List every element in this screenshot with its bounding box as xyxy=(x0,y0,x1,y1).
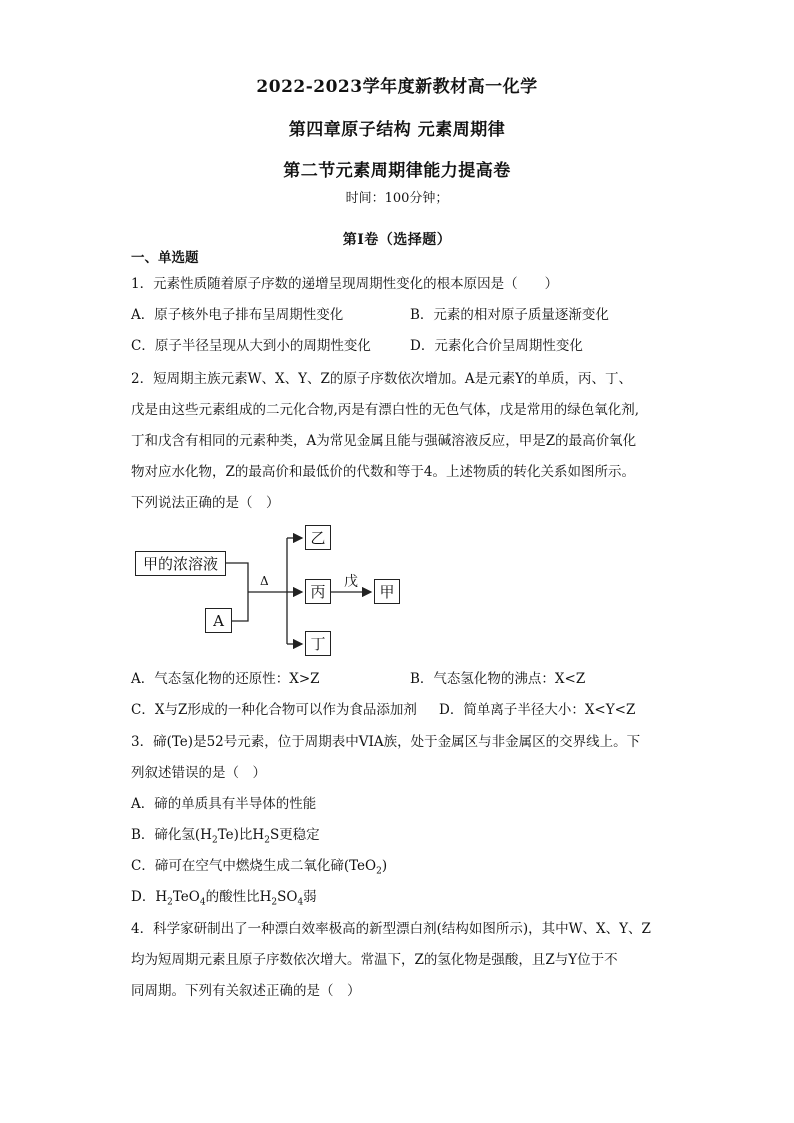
box-jia-concentrated-solution: 甲的浓溶液 xyxy=(135,551,226,576)
q2-option-a: A．气态氢化物的还原性：X>Z xyxy=(131,671,320,687)
q3-stem-line1: 3．碲(Te)是52号元素，位于周期表中VIA族，处于金属区与非金属区的交界线上。下 xyxy=(131,734,641,750)
exam-title: 2022-2023学年度新教材高一化学 xyxy=(256,77,538,97)
q2-option-d: D．简单离子半径大小：X<Y<Z xyxy=(439,702,636,718)
section-title: 第二节元素周期律能力提高卷 xyxy=(283,161,511,181)
q2-stem-line1: 2．短周期主族元素W、X、Y、Z的原子序数依次增加。A是元素Y的单质，丙、丁、 xyxy=(131,371,633,387)
q1-option-d: D．元素化合价呈周期性变化 xyxy=(410,338,583,354)
q4-stem-line2: 均为短周期元素且原子序数依次增大。常温下，Z的氢化物是强酸，且Z与Y位于不 xyxy=(131,952,618,968)
q2-stem-line2: 戊是由这些元素组成的二元化合物,丙是有漂白性的无色气体，戊是常用的绿色氧化剂, xyxy=(131,402,640,418)
q3-option-c: C．碲可在空气中燃烧生成二氧化碲(TeO$_2$) xyxy=(131,858,388,877)
label-wu: 戊 xyxy=(344,574,358,590)
q2-option-c: C．X与Z形成的一种化合物可以作为食品添加剂 xyxy=(131,702,417,718)
q2-stem-line4: 物对应水化物，Z的最高价和最低价的代数和等于4。上述物质的转化关系如图所示。 xyxy=(131,464,635,480)
question-type-heading: 一、单选题 xyxy=(131,250,199,266)
q2-stem-line5: 下列说法正确的是（ ） xyxy=(131,495,280,511)
q3-option-a: A．碲的单质具有半导体的性能 xyxy=(131,796,317,812)
box-jia: 甲 xyxy=(374,579,400,604)
box-a: A xyxy=(205,608,232,633)
q1-stem: 1．元素性质随着原子序数的递增呈现周期性变化的根本原因是（ ） xyxy=(131,276,559,292)
q1-option-a: A．原子核外电子排布呈周期性变化 xyxy=(131,307,344,323)
volume-heading: 第I卷（选择题） xyxy=(342,232,452,248)
chapter-title: 第四章原子结构 元素周期律 xyxy=(288,120,506,140)
q3-option-b: B．碲化氢$(H_2Te)$比$H_2S$更稳定 xyxy=(131,827,320,846)
box-yi: 乙 xyxy=(305,525,331,550)
q2-option-b: B．气态氢化物的沸点：X<Z xyxy=(410,671,586,687)
q2-stem-line3: 丁和戊含有相同的元素种类，A为常见金属且能与强碱溶液反应，甲是Z的最高价氧化 xyxy=(131,433,637,449)
q3-option-d: D．$H_2TeO_4$的酸性比$H_2SO_4$弱 xyxy=(131,889,317,908)
q4-stem-line3: 同周期。下列有关叙述正确的是（ ） xyxy=(131,983,361,999)
time-limit: 时间：100分钟； xyxy=(345,191,449,206)
q4-stem-line1: 4．科学家研制出了一种漂白效率极高的新型漂白剂(结构如图所示)，其中W、X、Y、Z xyxy=(131,921,651,937)
q1-option-b: B．元素的相对原子质量逐渐变化 xyxy=(410,307,609,323)
box-ding: 丁 xyxy=(305,631,331,656)
box-bing: 丙 xyxy=(305,579,331,604)
q3-stem-line2: 列叙述错误的是（ ） xyxy=(131,765,266,781)
label-heat-delta: Δ xyxy=(260,574,269,588)
q1-option-c: C．原子半径呈现从大到小的周期性变化 xyxy=(131,338,371,354)
